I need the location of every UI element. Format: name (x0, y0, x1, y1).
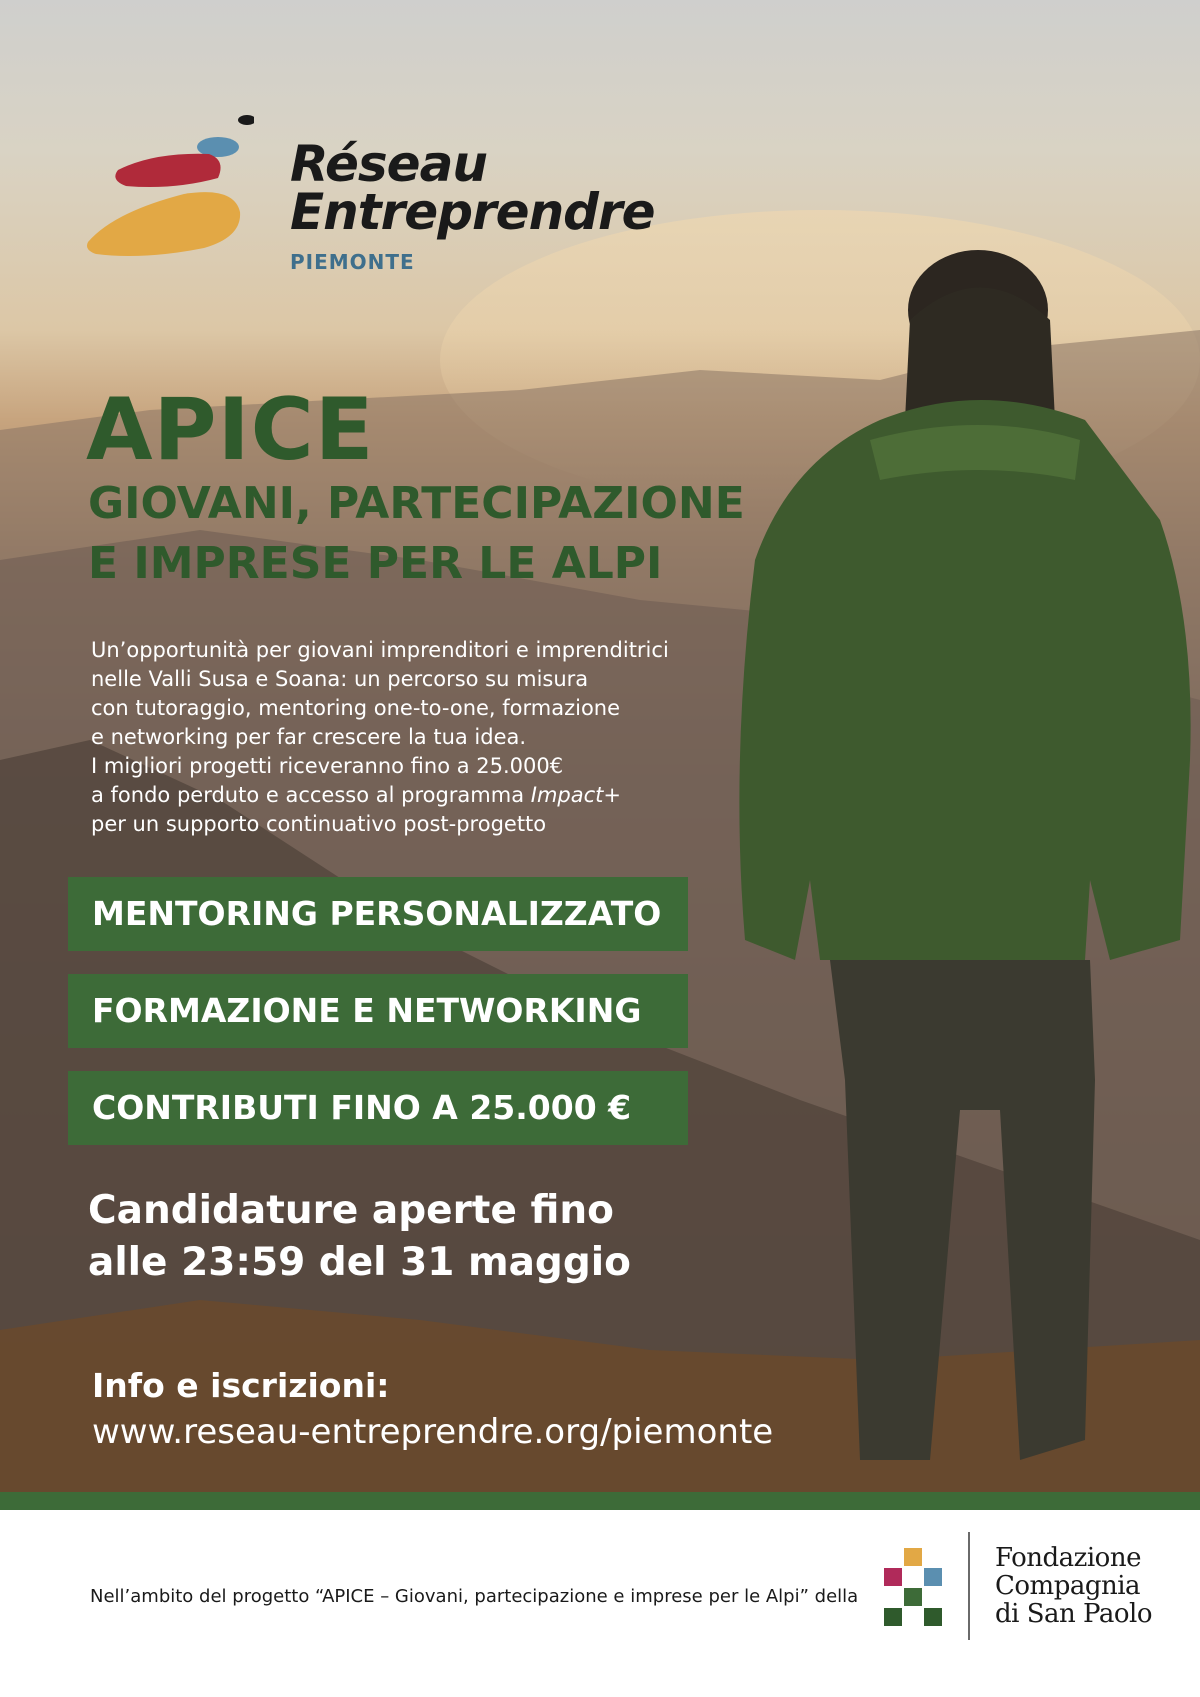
foundation-name-line: Compagnia (995, 1571, 1141, 1601)
subtitle-line: GIOVANI, PARTECIPAZIONE (88, 478, 745, 529)
feature-banner-contributi: CONTRIBUTI FINO A 25.000 € (68, 1071, 688, 1145)
footer-text: Nell’ambito del progetto “APICE – Giovani, partecipazione e imprese per le Alpi” della (90, 1586, 859, 1607)
description-line: I migliori progetti riceveranno fino a 25.000€ (91, 754, 564, 778)
reseau-entreprendre-logo-text (290, 135, 655, 274)
logo-line-entreprendre: Entreprendre (290, 183, 655, 241)
reseau-entreprendre-logo-mark (84, 112, 254, 262)
fondazione-logo-mark (882, 1548, 944, 1628)
page-subtitle (88, 474, 808, 594)
feature-banner-mentoring: MENTORING PERSONALIZZATO (68, 877, 688, 951)
website-link[interactable]: www.reseau-entreprendre.org/piemonte (92, 1412, 774, 1452)
deadline-line: alle 23:59 del 31 maggio (88, 1240, 631, 1285)
fondazione-logo-text (995, 1544, 1152, 1628)
logo-line-reseau: Réseau (290, 135, 487, 193)
description-text: a fondo perduto e accesso al programma (91, 783, 531, 807)
description-line: e networking per far crescere la tua idea. (91, 725, 527, 749)
deadline-line: Candidature aperte fino (88, 1188, 614, 1233)
description-line: nelle Valli Susa e Soana: un percorso su misura (91, 667, 589, 691)
description-line: per un supporto continuativo post-progetto (91, 812, 547, 836)
description-paragraph (91, 636, 731, 839)
page-title: APICE (86, 380, 375, 480)
feature-banner-formazione: FORMAZIONE E NETWORKING (68, 974, 688, 1048)
divider-strip (0, 1492, 1200, 1510)
footer-divider (968, 1532, 970, 1640)
foundation-name-line: Fondazione (995, 1543, 1141, 1573)
subtitle-line: E IMPRESE PER LE ALPI (88, 538, 663, 589)
foundation-name-line: di San Paolo (995, 1599, 1152, 1629)
description-line: con tutoraggio, mentoring one-to-one, formazione (91, 696, 621, 720)
info-label: Info e iscrizioni: (92, 1366, 390, 1405)
deadline-text (88, 1185, 688, 1289)
description-line: Un’opportunità per giovani imprenditori e imprenditrici (91, 638, 669, 662)
program-name: Impact+ (530, 783, 621, 807)
description-line (91, 781, 731, 810)
logo-region: PIEMONTE (290, 250, 415, 274)
